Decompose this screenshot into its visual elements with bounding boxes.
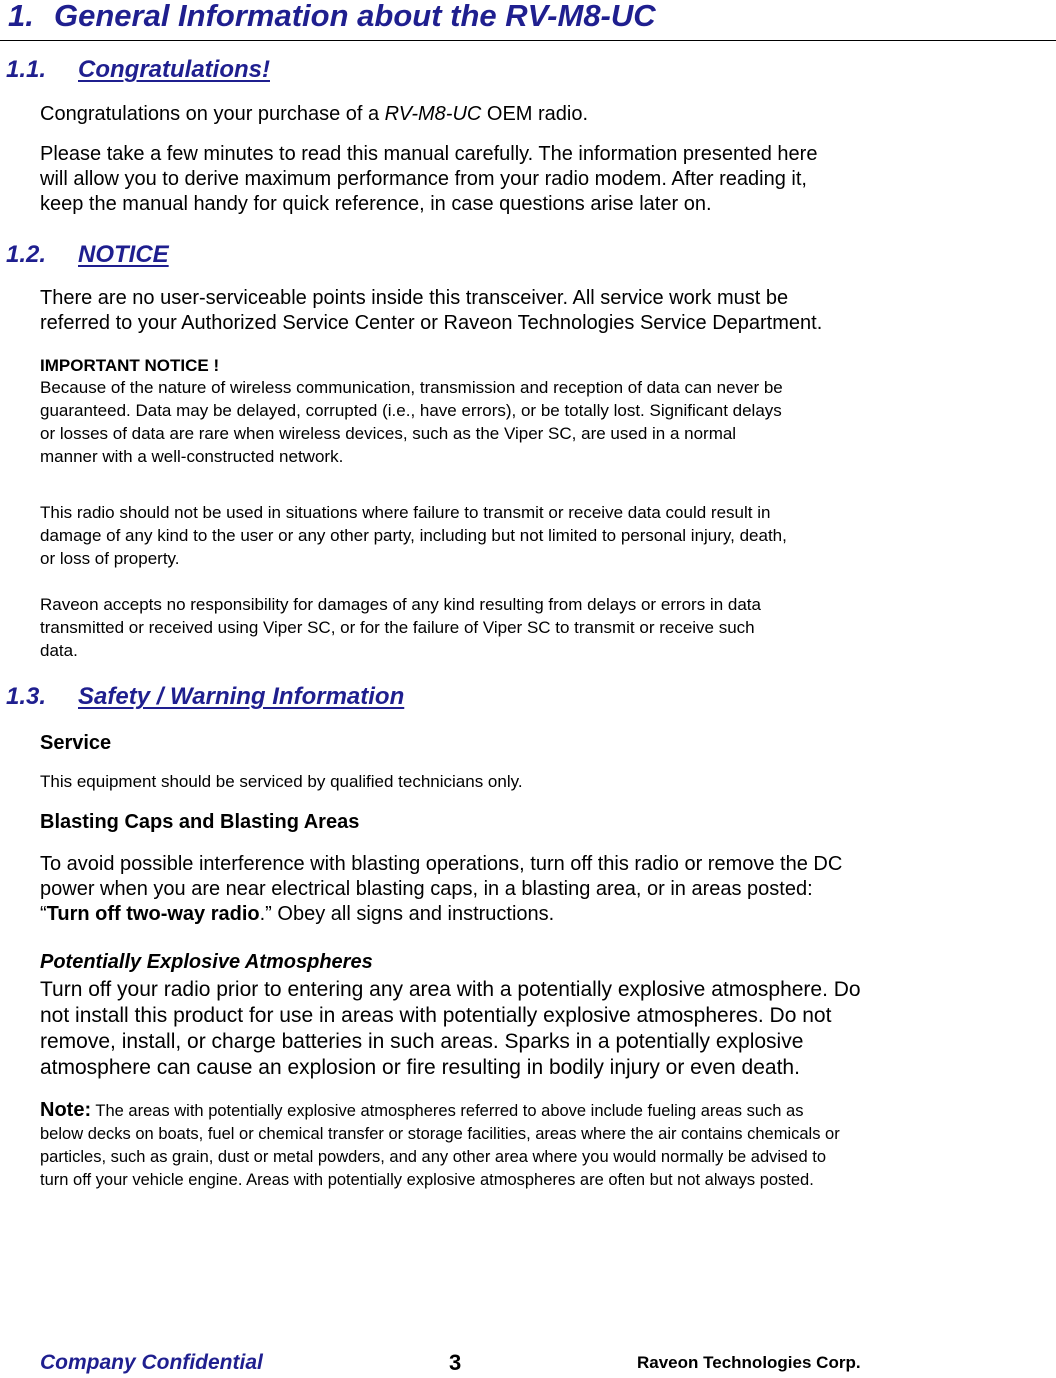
paragraph-line: manner with a well-constructed network.	[40, 447, 344, 466]
chapter-heading	[8, 0, 1056, 36]
section-heading-congratulations	[6, 55, 270, 85]
section-title: Congratulations!	[78, 56, 270, 83]
read-manual-paragraph	[40, 142, 1052, 217]
paragraph-line: power when you are near electrical blasting caps, in a blasting area, or in areas posted:	[40, 878, 813, 900]
paragraph-line: particles, such as grain, dust or metal powders, and any other area where you would normally be advised to	[40, 1148, 827, 1166]
paragraph-line: guaranteed. Data may be delayed, corrupted (i.e., have errors), or be totally lost. Significant delays	[40, 401, 782, 420]
section-title: Safety / Warning Information	[78, 683, 405, 710]
paragraph-line: transmitted or received using Viper SC, or for the failure of Viper SC to transmit or receive such	[40, 618, 755, 637]
paragraph-text: .” Obey all signs and instructions.	[259, 903, 555, 925]
open-quote: “	[40, 903, 47, 925]
blasting-paragraph	[40, 852, 1052, 927]
liability-paragraph	[40, 593, 1052, 662]
paragraph-line: To avoid possible interference with blasting operations, turn off this radio or remove the DC	[40, 853, 843, 875]
usage-warning-paragraph	[40, 501, 1052, 570]
service-text: This equipment should be serviced by qualified technicians only.	[40, 772, 523, 791]
footer-confidential: Company Confidential	[40, 1351, 263, 1374]
paragraph-line: or losses of data are rare when wireless devices, such as the Viper SC, are used in a normal	[40, 424, 737, 443]
paragraph-line: Turn off your radio prior to entering any area with a potentially explosive atmosphere. Do	[40, 978, 861, 1001]
notice-paragraph	[40, 286, 1052, 336]
paragraph-line: below decks on boats, fuel or chemical transfer or storage facilities, areas where the air contains chemicals or	[40, 1125, 840, 1143]
wireless-disclaimer-paragraph	[40, 376, 1052, 468]
footer-company: Raveon Technologies Corp.	[637, 1353, 861, 1372]
paragraph-line: Because of the nature of wireless communication, transmission and reception of data can never be	[40, 378, 783, 397]
explosive-paragraph	[40, 977, 1052, 1081]
product-name: RV-M8-UC	[384, 103, 482, 125]
chapter-title: General Information about the RV-M8-UC	[54, 0, 656, 33]
paragraph-line: damage of any kind to the user or any other party, including but not limited to personal injury, death,	[40, 526, 787, 545]
section-number: 1.2.	[6, 241, 47, 268]
page-number: 3	[449, 1350, 462, 1375]
paragraph-line: keep the manual handy for quick reference, in case questions arise later on.	[40, 193, 712, 215]
paragraph-line: data.	[40, 641, 78, 660]
important-notice-title: IMPORTANT NOTICE !	[40, 356, 220, 375]
sign-text: Turn off two-way radio	[46, 903, 260, 925]
paragraph-line	[40, 902, 1052, 927]
paragraph-line: Please take a few minutes to read this manual carefully. The information presented here	[40, 143, 818, 165]
section-number: 1.1.	[6, 56, 47, 83]
note-text: The areas with potentially explosive atmospheres referred to above include fueling areas such as	[91, 1102, 804, 1120]
section-heading-safety	[6, 682, 404, 712]
paragraph-line: turn off your vehicle engine. Areas with potentially explosive atmospheres are often but not always posted.	[40, 1171, 814, 1189]
paragraph-line: Raveon accepts no responsibility for damages of any kind resulting from delays or errors in data	[40, 595, 761, 614]
congrats-text: Congratulations on your purchase of a	[40, 103, 385, 125]
paragraph-line: referred to your Authorized Service Center or Raveon Technologies Service Department.	[40, 312, 823, 334]
paragraph-line: not install this product for use in areas with potentially explosive atmospheres. Do not	[40, 1004, 832, 1027]
congrats-text-end: OEM radio.	[481, 103, 589, 125]
paragraph-line: remove, install, or charge batteries in such areas. Sparks in a potentially explosive	[40, 1030, 804, 1053]
service-subheading: Service	[40, 732, 112, 754]
paragraph-line	[40, 1099, 1056, 1123]
blasting-subheading: Blasting Caps and Blasting Areas	[40, 811, 360, 833]
paragraph-line: will allow you to derive maximum performance from your radio modem. After reading it,	[40, 168, 807, 190]
section-title: NOTICE	[78, 241, 169, 268]
heading-rule	[0, 40, 1056, 41]
note-label: Note:	[40, 1099, 92, 1121]
paragraph-line: or loss of property.	[40, 549, 180, 568]
note-paragraph	[40, 1099, 1056, 1192]
paragraph-line: There are no user-serviceable points inside this transceiver. All service work must be	[40, 287, 789, 309]
paragraph-line: This radio should not be used in situations where failure to transmit or receive data could result in	[40, 503, 771, 522]
chapter-number: 1.	[8, 0, 34, 33]
explosive-subheading: Potentially Explosive Atmospheres	[40, 951, 373, 973]
congrats-paragraph	[40, 102, 1052, 127]
section-heading-notice	[6, 240, 169, 270]
section-number: 1.3.	[6, 683, 47, 710]
paragraph-line: atmosphere can cause an explosion or fire resulting in bodily injury or even death.	[40, 1056, 800, 1079]
